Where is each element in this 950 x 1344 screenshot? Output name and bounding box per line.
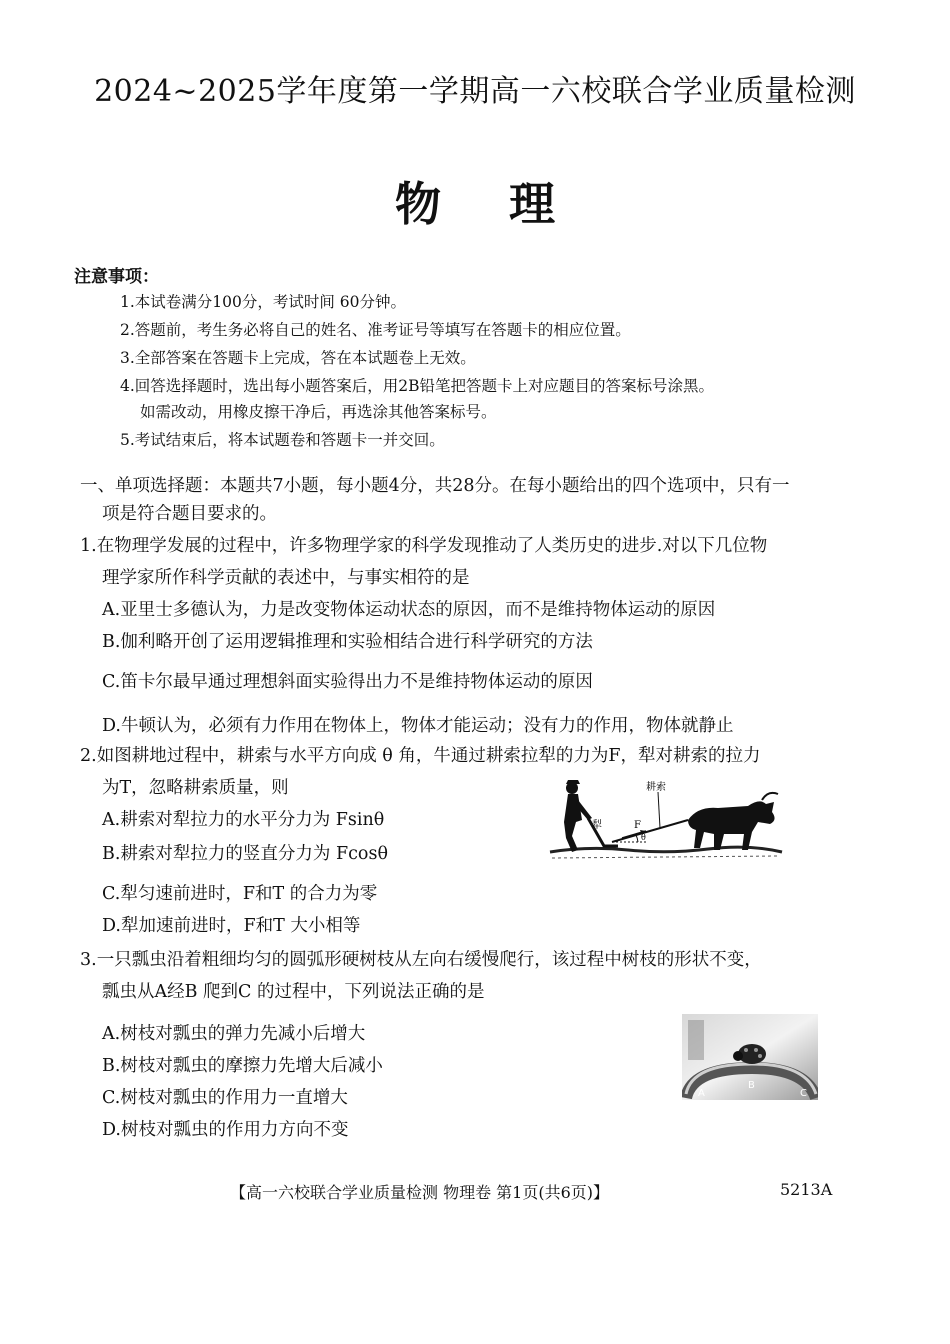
q3-option-b: B.树枝对瓢虫的摩擦力先增大后减小 xyxy=(102,1056,383,1076)
q1-option-b: B.伽利略开创了运用逻辑推理和实验相结合进行科学研究的方法 xyxy=(102,632,593,652)
point-c-label: C xyxy=(800,1088,807,1099)
notice-title: 注意事项： xyxy=(74,267,159,287)
point-a-label: A xyxy=(698,1088,705,1099)
q3-option-a: A.树枝对瓢虫的弹力先减小后增大 xyxy=(102,1024,366,1044)
plowing-figure xyxy=(548,776,784,862)
page-footer: 【高一六校联合学业质量检测 物理卷 第1页(共6页)】 xyxy=(230,1183,610,1202)
q2-option-c: C.犁匀速前进时，F和T 的合力为零 xyxy=(102,884,378,904)
q2-option-d: D.犁加速前进时，F和T 大小相等 xyxy=(102,916,361,936)
q2-option-a: A.耕索对犁拉力的水平分力为 Fsinθ xyxy=(102,810,385,830)
q2-stem: 2.如图耕地过程中，耕索与水平方向成 θ 角，牛通过耕索拉犁的力为F，犁对耕索的拉力 xyxy=(80,746,761,766)
notice-item: 如需改动，用橡皮擦干净后，再选涂其他答案标号。 xyxy=(140,403,497,421)
plow-label: 犁 xyxy=(592,820,602,831)
q2-stem-cont: 为T，忽略耕索质量，则 xyxy=(102,778,289,798)
ladybug-figure xyxy=(682,1014,818,1100)
q3-option-c: C.树枝对瓢虫的作用力一直增大 xyxy=(102,1088,348,1108)
angle-label: θ xyxy=(641,833,646,842)
section-heading-cont: 项是符合题目要求的。 xyxy=(102,504,277,524)
notice-item: 5.考试结束后，将本试题卷和答题卡一并交回。 xyxy=(120,431,445,449)
notice-item: 2.答题前，考生务必将自己的姓名、准考证号等填写在答题卡的相应位置。 xyxy=(120,321,631,339)
section-heading: 一、单项选择题：本题共7小题，每小题4分，共28分。在每小题给出的四个选项中，只有一 xyxy=(80,476,790,496)
q1-option-a: A.亚里士多德认为，力是改变物体运动状态的原因，而不是维持物体运动的原因 xyxy=(102,600,716,620)
q3-stem: 3.一只瓢虫沿着粗细均匀的圆弧形硬树枝从左向右缓慢爬行，该过程中树枝的形状不变， xyxy=(80,950,762,970)
paper-code: 5213A xyxy=(780,1180,833,1199)
exam-title: 2024~2025学年度第一学期高一六校联合学业质量检测 xyxy=(94,74,856,109)
force-label: F xyxy=(634,820,641,831)
q1-stem: 1.在物理学发展的过程中，许多物理学家的科学发现推动了人类历史的进步.对以下几位物 xyxy=(80,536,768,556)
q2-option-b: B.耕索对犁拉力的竖直分力为 Fcosθ xyxy=(102,844,388,864)
notice-item: 4.回答选择题时，选出每小题答案后，用2B铅笔把答题卡上对应题目的答案标号涂黑。 xyxy=(120,377,715,395)
q3-stem-cont: 瓢虫从A经B 爬到C 的过程中，下列说法正确的是 xyxy=(102,982,485,1002)
q1-stem-cont: 理学家所作科学贡献的表述中，与事实相符的是 xyxy=(102,568,470,588)
q1-option-d: D.牛顿认为，必须有力作用在物体上，物体才能运动；没有力的作用，物体就静止 xyxy=(102,716,734,736)
subject-title: 物理 xyxy=(395,177,623,231)
q3-option-d: D.树枝对瓢虫的作用力方向不变 xyxy=(102,1120,349,1140)
notice-item: 1.本试卷满分100分，考试时间 60分钟。 xyxy=(120,293,407,311)
notice-item: 3.全部答案在答题卡上完成，答在本试题卷上无效。 xyxy=(120,349,476,367)
q1-option-c: C.笛卡尔最早通过理想斜面实验得出力不是维持物体运动的原因 xyxy=(102,672,593,692)
point-b-label: B xyxy=(748,1080,755,1091)
rope-label: 耕索 xyxy=(646,782,666,793)
